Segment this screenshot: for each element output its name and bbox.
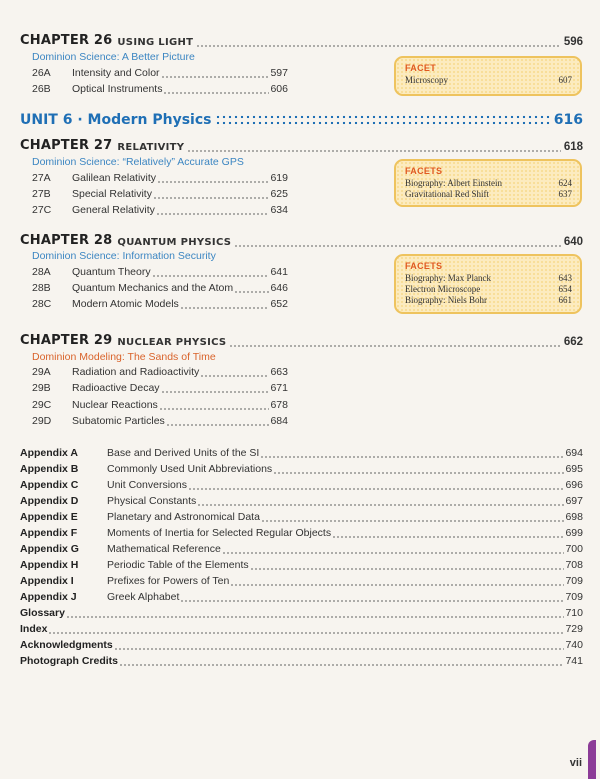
section-page: 641 (270, 266, 288, 278)
section-page: 663 (270, 366, 288, 378)
section-page: 597 (270, 67, 288, 79)
appendix-title: Moments of Inertia for Selected Regular Objects (107, 527, 332, 539)
appendix-page: 696 (565, 479, 583, 491)
facet-page: 637 (558, 189, 572, 199)
facet-title: Microscopy (405, 75, 448, 85)
section-entry[interactable] (32, 397, 288, 411)
chapter-page: 640 (563, 236, 583, 248)
facet-heading: FACETS (405, 261, 443, 271)
chapter-number: CHAPTER 26 (20, 33, 113, 48)
appendix-page: 694 (565, 447, 583, 459)
leader-dots (200, 367, 269, 378)
leader-dots (260, 448, 564, 459)
back-matter-page: 710 (565, 607, 583, 619)
leader-dots (250, 560, 565, 571)
appendix-title: Periodic Table of the Elements (107, 559, 249, 571)
section-code: 29D (32, 415, 52, 427)
appendix-entry[interactable] (20, 589, 583, 603)
section-title: General Relativity (72, 204, 155, 216)
unit-heading[interactable] (20, 108, 583, 128)
section-title: Quantum Mechanics and the Atom (72, 282, 234, 294)
section-title: Quantum Theory (72, 266, 151, 278)
leader-dots (273, 464, 564, 475)
section-entry[interactable] (32, 413, 288, 427)
appendix-label: Appendix G (20, 543, 79, 555)
back-matter-title: Glossary (20, 607, 65, 619)
chapter-title: NUCLEAR PHYSICS (117, 337, 227, 348)
leader-dots (196, 36, 561, 48)
leader-dots (163, 84, 269, 95)
leader-dots (152, 267, 270, 278)
appendix-page: 698 (565, 511, 583, 523)
section-entry[interactable] (32, 364, 288, 378)
section-code: 27A (32, 172, 51, 184)
acknowledgments-entry[interactable] (20, 637, 583, 651)
chapter-feature[interactable]: Dominion Science: Information Security (32, 250, 216, 262)
chapter-title: RELATIVITY (117, 142, 185, 153)
section-code: 26B (32, 83, 51, 95)
section-page: 671 (270, 382, 288, 394)
section-entry[interactable] (32, 264, 288, 278)
facet-box (394, 159, 582, 207)
facet-title: Biography: Albert Einstein (405, 178, 502, 188)
appendix-label: Appendix B (20, 463, 79, 475)
back-matter-title: Index (20, 623, 48, 635)
appendix-label: Appendix E (20, 511, 78, 523)
leader-dots (161, 68, 270, 79)
chapter-title: USING LIGHT (117, 37, 194, 48)
appendix-label: Appendix F (20, 527, 78, 539)
leader-dots (234, 283, 269, 294)
leader-dots (261, 512, 565, 523)
section-title: Radioactive Decay (72, 382, 160, 394)
page-number: vii (569, 757, 582, 769)
section-page: 646 (270, 282, 288, 294)
section-code: 29C (32, 399, 52, 411)
facet-page: 607 (558, 75, 572, 85)
appendix-entry[interactable] (20, 445, 583, 459)
appendix-page: 708 (565, 559, 583, 571)
section-entry[interactable] (32, 81, 288, 95)
leader-dots (230, 576, 564, 587)
photograph-credits-entry[interactable] (20, 653, 583, 667)
section-code: 28C (32, 298, 52, 310)
leader-dots (153, 189, 270, 200)
chapter-modeling-feature[interactable]: Dominion Modeling: The Sands of Time (32, 351, 216, 363)
appendix-page: 700 (565, 543, 583, 555)
section-code: 28A (32, 266, 51, 278)
leader-dots (188, 480, 565, 491)
appendix-entry[interactable] (20, 477, 583, 491)
section-page: 634 (270, 204, 288, 216)
chapter-28-heading[interactable] (20, 232, 583, 248)
leader-dots (234, 236, 561, 248)
glossary-entry[interactable] (20, 605, 583, 619)
section-entry[interactable] (32, 186, 288, 200)
facet-title: Electron Microscope (405, 284, 481, 294)
unit-page: 616 (553, 112, 583, 128)
section-code: 29B (32, 382, 51, 394)
facet-title: Gravitational Red Shift (405, 189, 489, 199)
section-title: Modern Atomic Models (72, 298, 179, 310)
chapter-feature[interactable]: Dominion Science: “Relatively” Accurate GPS (32, 156, 244, 168)
appendix-entry[interactable] (20, 573, 583, 587)
appendix-title: Planetary and Astronomical Data (107, 511, 260, 523)
section-color-tab (588, 740, 596, 779)
leader-dots (66, 608, 565, 619)
appendix-page: 709 (565, 591, 583, 603)
section-title: Optical Instruments (72, 83, 163, 95)
leader-dots (187, 141, 560, 153)
section-page: 678 (270, 399, 288, 411)
appendix-page: 697 (565, 495, 583, 507)
facet-item[interactable] (405, 284, 572, 295)
facet-box (394, 254, 582, 314)
leader-dots (161, 383, 270, 394)
chapter-number: CHAPTER 28 (20, 233, 113, 248)
section-page: 606 (270, 83, 288, 95)
leader-dots (114, 640, 565, 651)
facet-heading: FACET (405, 63, 437, 73)
appendix-label: Appendix H (20, 559, 79, 571)
facet-title: Biography: Max Planck (405, 273, 491, 283)
index-entry[interactable] (20, 621, 583, 635)
appendix-entry[interactable] (20, 461, 583, 475)
leader-dots (159, 400, 270, 411)
appendix-title: Physical Constants (107, 495, 197, 507)
back-matter-page: 741 (565, 655, 583, 667)
chapter-page: 618 (563, 141, 583, 153)
facet-item[interactable] (405, 75, 572, 86)
section-entry[interactable] (32, 170, 288, 184)
back-matter-title: Photograph Credits (20, 655, 119, 667)
section-title: Special Relativity (72, 188, 152, 200)
appendix-title: Greek Alphabet (107, 591, 180, 603)
appendix-title: Unit Conversions (107, 479, 187, 491)
section-page: 684 (270, 415, 288, 427)
leader-dots (166, 416, 270, 427)
section-entry[interactable] (32, 280, 288, 294)
chapter-number: CHAPTER 29 (20, 333, 113, 348)
appendix-entry[interactable] (20, 509, 583, 523)
section-title: Subatomic Particles (72, 415, 165, 427)
facet-heading: FACETS (405, 166, 443, 176)
section-title: Radiation and Radioactivity (72, 366, 200, 378)
leader-dots (222, 544, 565, 555)
facet-title: Biography: Niels Bohr (405, 295, 487, 305)
appendix-title: Commonly Used Unit Abbreviations (107, 463, 273, 475)
section-code: 28B (32, 282, 51, 294)
appendix-label: Appendix C (20, 479, 79, 491)
appendix-label: Appendix I (20, 575, 74, 587)
leader-dots (332, 528, 564, 539)
leader-dots (157, 173, 269, 184)
chapter-number: CHAPTER 27 (20, 138, 113, 153)
facet-box (394, 56, 582, 96)
section-entry[interactable] (32, 65, 288, 79)
facet-page: 661 (558, 295, 572, 305)
appendix-label: Appendix J (20, 591, 77, 603)
chapter-title: QUANTUM PHYSICS (117, 237, 232, 248)
appendix-entry[interactable] (20, 557, 583, 571)
chapter-page: 596 (563, 36, 583, 48)
chapter-29-heading[interactable] (20, 332, 583, 348)
appendix-page: 695 (565, 463, 583, 475)
leader-dots (156, 205, 270, 216)
back-matter-page: 729 (565, 623, 583, 635)
chapter-feature[interactable]: Dominion Science: A Better Picture (32, 51, 195, 63)
leader-dots (180, 592, 564, 603)
leader-dots (48, 624, 564, 635)
appendix-entry[interactable] (20, 493, 583, 507)
appendix-entry[interactable] (20, 525, 583, 539)
facet-item[interactable] (405, 189, 572, 200)
section-entry[interactable] (32, 380, 288, 394)
leader-dots (197, 496, 564, 507)
appendix-entry[interactable] (20, 541, 583, 555)
section-code: 29A (32, 366, 51, 378)
facet-item[interactable] (405, 273, 572, 284)
section-title: Galilean Relativity (72, 172, 157, 184)
section-page: 652 (270, 298, 288, 310)
leader-dots (119, 656, 564, 667)
facet-page: 643 (558, 273, 572, 283)
section-title: Nuclear Reactions (72, 399, 158, 411)
appendix-title: Prefixes for Powers of Ten (107, 575, 230, 587)
section-title: Intensity and Color (72, 67, 160, 79)
facet-item[interactable] (405, 295, 572, 306)
appendix-label: Appendix A (20, 447, 78, 459)
facet-item[interactable] (405, 178, 572, 189)
leader-dots (215, 114, 549, 128)
leader-dots (229, 336, 560, 348)
section-page: 625 (270, 188, 288, 200)
section-code: 27C (32, 204, 52, 216)
section-page: 619 (270, 172, 288, 184)
appendix-label: Appendix D (20, 495, 79, 507)
section-entry[interactable] (32, 296, 288, 310)
section-entry[interactable] (32, 202, 288, 216)
section-code: 26A (32, 67, 51, 79)
appendix-page: 709 (565, 575, 583, 587)
facet-page: 624 (558, 178, 572, 188)
facet-page: 654 (558, 284, 572, 294)
chapter-27-heading[interactable] (20, 137, 583, 153)
appendix-page: 699 (565, 527, 583, 539)
back-matter-title: Acknowledgments (20, 639, 113, 651)
chapter-26-heading[interactable] (20, 32, 583, 48)
appendix-title: Base and Derived Units of the SI (107, 447, 260, 459)
leader-dots (180, 299, 270, 310)
unit-title: UNIT 6 · Modern Physics (20, 112, 212, 128)
back-matter-page: 740 (565, 639, 583, 651)
chapter-page: 662 (563, 336, 583, 348)
section-code: 27B (32, 188, 51, 200)
appendix-title: Mathematical Reference (107, 543, 221, 555)
